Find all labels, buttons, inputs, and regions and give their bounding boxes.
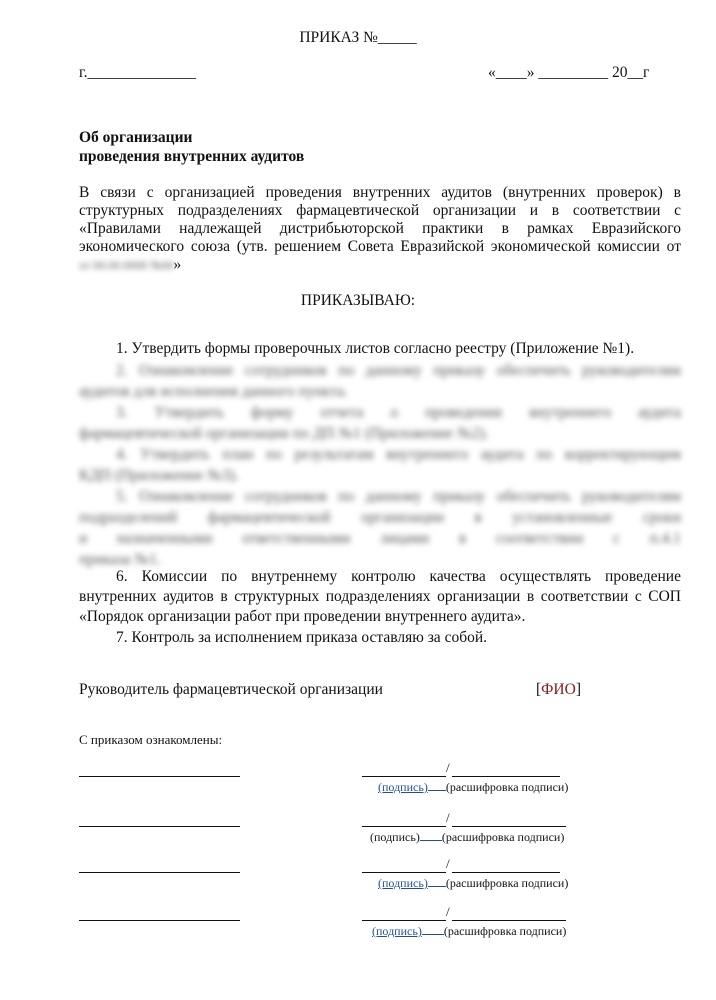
blurred-line: 2. Ознакомление сотрудников по данному приказу обеспечить руководителям bbox=[116, 362, 681, 379]
decode-label: (расшифровка подписи) bbox=[445, 876, 569, 890]
name-line bbox=[79, 872, 240, 873]
slash: / bbox=[446, 810, 450, 825]
name-line bbox=[79, 826, 240, 827]
blurred-line: фармацевтической организации по ДП №1 (Приложение №2). bbox=[79, 425, 489, 442]
date-field: «____» _________ 20__г bbox=[488, 64, 650, 81]
slash: / bbox=[446, 760, 450, 775]
signature-line bbox=[362, 826, 446, 827]
sign-row bbox=[378, 780, 568, 795]
slash: / bbox=[446, 904, 450, 919]
blurred-line: 5. Ознакомление сотрудников по данному приказу обеспечить руководителям bbox=[116, 488, 681, 505]
sign-label: (подпись) bbox=[370, 830, 420, 844]
blurred-line: приказа №1. bbox=[79, 551, 161, 568]
acquainted-label: С приказом ознакомлены: bbox=[79, 732, 223, 747]
decode-line bbox=[452, 826, 566, 827]
preamble-close-quote: » bbox=[173, 256, 182, 273]
city-field: г.______________ bbox=[79, 64, 196, 81]
blurred-line: КДП (Приложение №3). bbox=[79, 467, 239, 484]
decode-line bbox=[452, 872, 560, 873]
item-6-line-1: 6. Комиссии по внутреннему контролю качества осуществлять проведение bbox=[116, 568, 681, 585]
sign-row bbox=[378, 876, 568, 891]
name-line bbox=[79, 920, 240, 921]
blurred-date: от 00.00.0000 №00 bbox=[79, 258, 174, 272]
order-title: ПРИКАЗ №_____ bbox=[299, 29, 417, 46]
signature-line bbox=[362, 920, 446, 921]
decode-label: (расшифровка подписи) bbox=[445, 780, 569, 794]
preamble-line-1: В связи с организацией проведения внутренних аудитов (внутренних проверок) в bbox=[79, 184, 681, 201]
blurred-line: аудитов для исполнения данного пункта. bbox=[79, 383, 348, 400]
decode-label: (расшифровка подписи) bbox=[443, 924, 567, 938]
decode-line bbox=[452, 776, 560, 777]
name-line bbox=[79, 776, 240, 777]
signature-line bbox=[362, 776, 446, 777]
preamble-line-4: экономического союза (утв. решением Совета Евразийской экономической комиссии от bbox=[79, 238, 681, 255]
blurred-line: 4. Утвердить план по результатам внутреннего аудита по корректирующим bbox=[116, 446, 681, 463]
item-6-line-3: «Порядок организации работ при проведении внутреннего аудита». bbox=[79, 608, 526, 625]
sign-row bbox=[372, 924, 566, 939]
blurred-line: подразделений фармацевтической организации в установленные сроки bbox=[79, 509, 681, 526]
fio-placeholder bbox=[536, 679, 581, 701]
preamble-line-3: «Правилами надлежащей дистрибьюторской практики в рамках Евразийского bbox=[79, 220, 681, 237]
order-word: ПРИКАЗЫВАЮ: bbox=[300, 292, 416, 309]
signature-line bbox=[362, 872, 446, 873]
blurred-line: и назначенными ответственными лицами в соответствии с п.4.1 bbox=[79, 530, 681, 547]
sign-label: (подпись) bbox=[378, 876, 428, 890]
decode-line bbox=[452, 920, 566, 921]
bracket-open: [ bbox=[536, 681, 542, 698]
item-1: 1. Утвердить формы проверочных листов согласно реестру (Приложение №1). bbox=[116, 340, 635, 357]
bracket-close: ] bbox=[575, 681, 581, 698]
item-7: 7. Контроль за исполнением приказа оставляю за собой. bbox=[116, 629, 488, 646]
head-label: Руководитель фармацевтической организации bbox=[79, 681, 383, 698]
preamble-line-2: структурных подразделениях фармацевтической организации и в соответствии с bbox=[79, 202, 681, 219]
decode-label: (расшифровка подписи) bbox=[441, 830, 565, 844]
preamble-line-5 bbox=[79, 254, 181, 276]
subject-line-2: проведения внутренних аудитов bbox=[79, 148, 305, 165]
fio-text: ФИО bbox=[541, 681, 576, 698]
item-6-line-2: внутренних аудитов в структурных подразделениях организации в соответствии с СОП bbox=[79, 588, 681, 605]
sign-label: (подпись) bbox=[378, 780, 428, 794]
blurred-line: 3. Утвердить форму отчета о проведении внутреннего аудита bbox=[116, 404, 681, 421]
sign-label: (подпись) bbox=[372, 924, 422, 938]
sign-row bbox=[370, 830, 564, 845]
slash: / bbox=[446, 856, 450, 871]
subject-line-1: Об организации bbox=[79, 129, 193, 146]
